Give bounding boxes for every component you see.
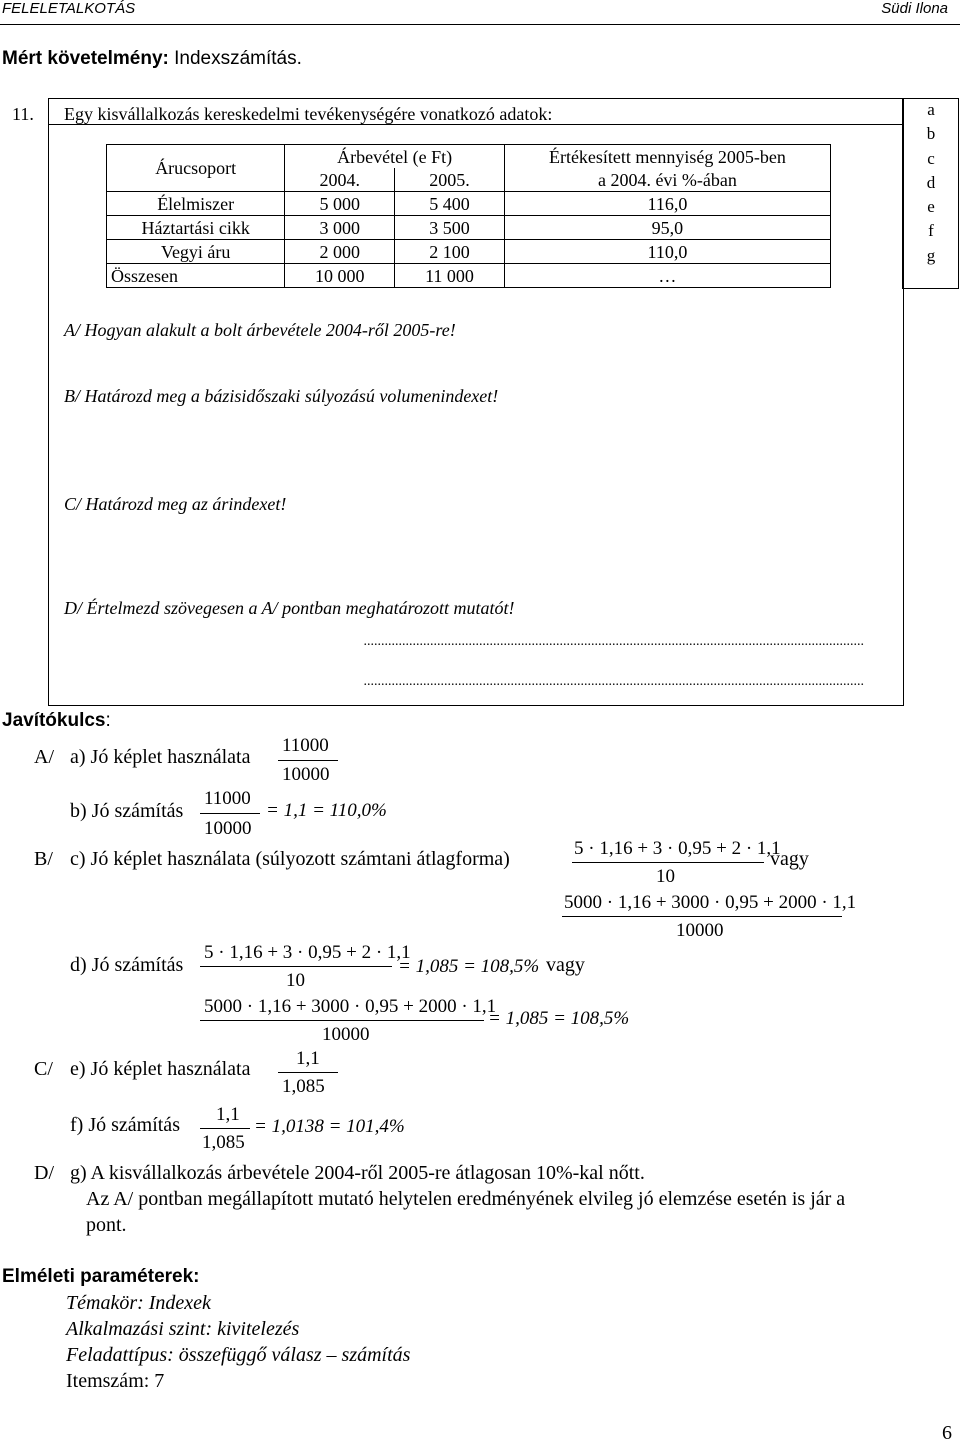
row-r2005: 3 500 <box>395 216 505 240</box>
row-group: Élelmiszer <box>107 192 285 216</box>
key-e-fraction-bar <box>278 1072 338 1073</box>
key-title-line <box>2 710 111 732</box>
letter-e: e <box>927 197 935 217</box>
table-row <box>107 216 831 240</box>
params-title: Elméleti paraméterek: <box>2 1266 200 1287</box>
letter-d: d <box>926 172 936 192</box>
row-qty: 95,0 <box>504 216 830 240</box>
question-a: A/ Hogyan alakult a bolt árbevétele 2004-ről 2005-re! <box>64 320 456 340</box>
key-f-numerator: 1,1 <box>216 1104 240 1125</box>
key-e-denominator: 1,085 <box>282 1076 325 1097</box>
row-qty: 116,0 <box>504 192 830 216</box>
key-b-text: b) Jó számítás <box>70 800 184 822</box>
key-c-vagy: vagy <box>770 848 809 870</box>
question-b: B/ Határozd meg a bázisidőszaki súlyozású volumenindexet! <box>64 386 499 406</box>
page-number: 6 <box>942 1422 952 1444</box>
key-d-text: d) Jó számítás <box>70 954 184 976</box>
requirement-line <box>2 48 302 70</box>
key-e-numerator: 1,1 <box>296 1048 320 1069</box>
table-row <box>107 192 831 216</box>
row-r2005: 2 100 <box>395 240 505 264</box>
col-header-qty-1: Értékesített mennyiség 2005-ben <box>504 145 830 169</box>
header-left: FELELETALKOTÁS <box>2 0 136 17</box>
score-letters <box>903 98 959 268</box>
question-c: C/ Határozd meg az árindexet! <box>64 494 287 514</box>
key-a-denominator: 10000 <box>282 764 330 785</box>
row-r2004: 3 000 <box>285 216 395 240</box>
answer-line-1: ............................................................................................................................................... <box>363 634 864 649</box>
row-qty: 110,0 <box>504 240 830 264</box>
key-d-numerator-2: 5000 · 1,16 + 3000 · 0,95 + 2000 · 1,1 <box>204 996 497 1017</box>
header-rule <box>0 24 960 25</box>
key-d-result-2: = 1,085 = 108,5% <box>488 1008 630 1029</box>
key-a-fraction-bar <box>278 760 338 761</box>
key-g-line-1: g) A kisvállalkozás árbevétele 2004-ről 2005-re átlagosan 10%-kal nőtt. <box>70 1162 645 1184</box>
row-group: Vegyi áru <box>107 240 285 264</box>
row-r2004: 10 000 <box>285 264 395 288</box>
params-item: Itemszám: 7 <box>66 1370 165 1392</box>
key-d-fraction-bar-2 <box>200 1020 484 1021</box>
key-b-numerator: 11000 <box>204 788 251 809</box>
key-b-result: = 1,1 = 110,0% <box>266 800 387 821</box>
task-intro: Egy kisvállalkozás kereskedelmi tevékenységére vonatkozó adatok: <box>64 104 553 124</box>
letter-b: b <box>926 124 936 144</box>
key-A-label: A/ <box>34 746 54 768</box>
key-c-denominator-2: 10000 <box>676 920 724 941</box>
letter-g: g <box>926 245 936 265</box>
col-header-revenue: Árbevétel (e Ft) <box>285 145 505 169</box>
key-d-fraction-bar-1 <box>200 966 392 967</box>
params-topic: Témakör: Indexek <box>66 1292 211 1314</box>
key-g-line-3: pont. <box>86 1214 127 1236</box>
answer-line-2: ............................................................................................................................................... <box>363 674 864 689</box>
key-b-denominator: 10000 <box>204 818 252 839</box>
key-c-numerator-1: 5 · 1,16 + 3 · 0,95 + 2 · 1,1 <box>574 838 781 859</box>
key-title: Javítókulcs <box>2 710 106 731</box>
key-f-result: = 1,0138 = 101,4% <box>254 1116 405 1137</box>
question-d: D/ Értelmezd szövegesen a A/ pontban meghatározott mutatót! <box>64 598 515 618</box>
key-a-numerator: 11000 <box>282 735 329 756</box>
key-c-fraction-bar-2 <box>562 916 842 917</box>
key-a-text: a) Jó képlet használata <box>70 746 251 768</box>
key-d-result-1: = 1,085 = 108,5% <box>398 956 540 977</box>
row-group: Összesen <box>107 264 285 288</box>
letter-c: c <box>927 148 935 168</box>
key-f-denominator: 1,085 <box>202 1132 245 1153</box>
row-r2004: 2 000 <box>285 240 395 264</box>
table-row <box>107 264 831 288</box>
col-header-qty-2: a 2004. évi %-ában <box>504 168 830 192</box>
row-r2004: 5 000 <box>285 192 395 216</box>
params-level: Alkalmazási szint: kivitelezés <box>66 1318 300 1340</box>
key-d-denominator-2: 10000 <box>322 1024 370 1045</box>
letter-a: a <box>927 100 935 119</box>
key-c-numerator-2: 5000 · 1,16 + 3000 · 0,95 + 2000 · 1,1 <box>564 892 857 913</box>
key-g-line-2: Az A/ pontban megállapított mutató helytelen eredményének elvileg jó elemzése esetén is jár a <box>86 1188 846 1210</box>
key-D-label: D/ <box>34 1162 54 1184</box>
key-B-label: B/ <box>34 848 53 870</box>
letter-f: f <box>928 221 934 241</box>
key-c-fraction-bar-1 <box>572 862 764 863</box>
requirement-label: Mért követelmény: <box>2 48 169 69</box>
key-d-denominator-1: 10 <box>286 970 305 991</box>
data-table <box>106 144 831 288</box>
task-number: 11. <box>12 104 34 124</box>
params-type: Feladattípus: összefüggő válasz – számítás <box>66 1344 411 1366</box>
key-d-numerator-1: 5 · 1,16 + 3 · 0,95 + 2 · 1,1 <box>204 942 411 963</box>
key-f-text: f) Jó számítás <box>70 1114 180 1136</box>
row-r2005: 11 000 <box>395 264 505 288</box>
requirement-value: Indexszámítás. <box>168 48 302 69</box>
key-e-text: e) Jó képlet használata <box>70 1058 251 1080</box>
header-right: Südi Ilona <box>881 0 948 17</box>
col-header-year1: 2004. <box>285 168 395 192</box>
letter-box-bottom <box>902 288 959 289</box>
col-header-group: Árucsoport <box>107 145 285 192</box>
key-title-colon: : <box>105 710 111 731</box>
row-group: Háztartási cikk <box>107 216 285 240</box>
key-f-fraction-bar <box>200 1128 250 1129</box>
row-r2005: 5 400 <box>395 192 505 216</box>
key-b-fraction-bar <box>200 813 260 814</box>
key-C-label: C/ <box>34 1058 53 1080</box>
table-row <box>107 240 831 264</box>
key-c-text: c) Jó képlet használata (súlyozott számtani átlagforma) <box>70 848 510 870</box>
key-c-denominator-1: 10 <box>656 866 675 887</box>
key-d-vagy: vagy <box>546 954 585 976</box>
row-qty: … <box>504 264 830 288</box>
col-header-year2: 2005. <box>395 168 505 192</box>
